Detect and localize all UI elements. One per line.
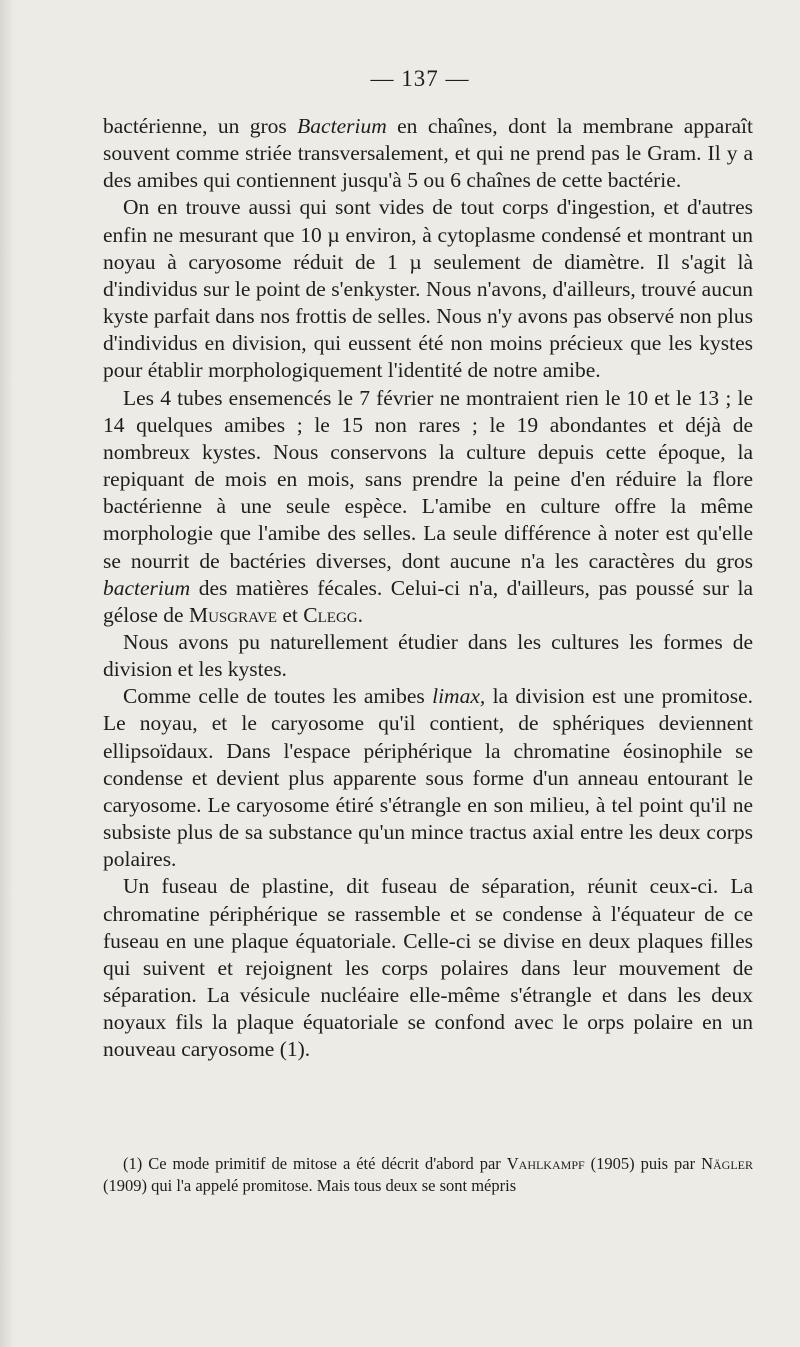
body-text (103, 113, 753, 1063)
footnote-text: (1) Ce mode primitif de mitose a été décrit d'abord par Vahlkampf (1905) puis par Nägler (1909) qui l'a appelé promitose. Mais tous deux se sont mépris (103, 1154, 753, 1195)
paragraph-4: Nous avons pu naturellement étudier dans les cultures les formes de division et les kystes. (103, 629, 753, 682)
paragraph-1: bactérienne, un gros Bacterium en chaînes, dont la membrane apparaît souvent comme striée transversalement, et qui ne prend pas le Gram. Il y a des amibes qui contiennent jusqu'à 5 ou 6 chaînes de cette bactérie. (103, 114, 753, 193)
author-nagler: Nägler (701, 1154, 753, 1173)
paragraph-2: On en trouve aussi qui sont vides de tout corps d'ingestion, et d'autres enfin ne mesurant que 10 µ environ, à cytoplasme condensé et montrant un noyau à caryosome réduit de 1 µ seulement de diamètre. Il s'agit là d'individus sur le point de s'enkyster. Nous n'avons, d'ailleurs, trouvé aucun kyste parfait dans nos frottis de selles. Nous n'y avons pas observé non plus d'individus en division, qui eussent été non moins précieux que les kystes pour établir morphologiquement l'identité de notre amibe. (103, 195, 753, 383)
page-number: — 137 — (370, 66, 470, 91)
footnote (103, 1153, 753, 1197)
page-edge-shadow (0, 0, 14, 1347)
author-clegg: Clegg (303, 602, 358, 627)
paragraph-6: Un fuseau de plastine, dit fuseau de séparation, réunit ceux-ci. La chromatine périphérique se rassemble et se condense à l'équateur de ce fuseau en une plaque équatoriale. Celle-ci se divise en deux plaques filles qui suivent et rejoignent les corps polaires dans leur mouvement de séparation. La vésicule nucléaire elle-même s'étrangle et dans les deux noyaux fils la plaque équatoriale se confond avec le orps polaire en un nouveau caryosome (1). (103, 874, 753, 1062)
author-vahlkampf: Vahlkampf (506, 1154, 585, 1173)
paragraph-3: Les 4 tubes ensemencés le 7 février ne montraient rien le 10 et le 13 ; le 14 quelques amibes ; le 15 non rares ; le 19 abondantes et déjà de nombreux kystes. Nous conservons la culture depuis cette époque, la repiquant de mois en mois, sans prendre la peine d'en réduire la flore bactérienne à une seule espèce. L'amibe en culture offre la même morphologie que l'amibe des selles. La seule différence à noter est qu'elle se nourrit de bactéries diverses, dont aucune n'a les caractères du gros bacterium des matières fécales. Celui-ci n'a, d'ailleurs, pas poussé sur la gélose de Musgrave et Clegg. (103, 385, 753, 627)
author-musgrave: Musgrave (188, 602, 277, 627)
paragraph-5: Comme celle de toutes les amibes limax, la division est une promitose. Le noyau, et le caryosome qu'il contient, de sphériques deviennent ellipsoïdaux. Dans l'espace périphérique la chromatine éosinophile se condense et devient plus apparente sous forme d'un anneau entourant le caryosome. Le caryosome étiré s'étrangle en son milieu, à tel point qu'il ne subsiste plus de sa substance qu'un mince tractus axial entre les deux corps polaires. (103, 684, 754, 872)
